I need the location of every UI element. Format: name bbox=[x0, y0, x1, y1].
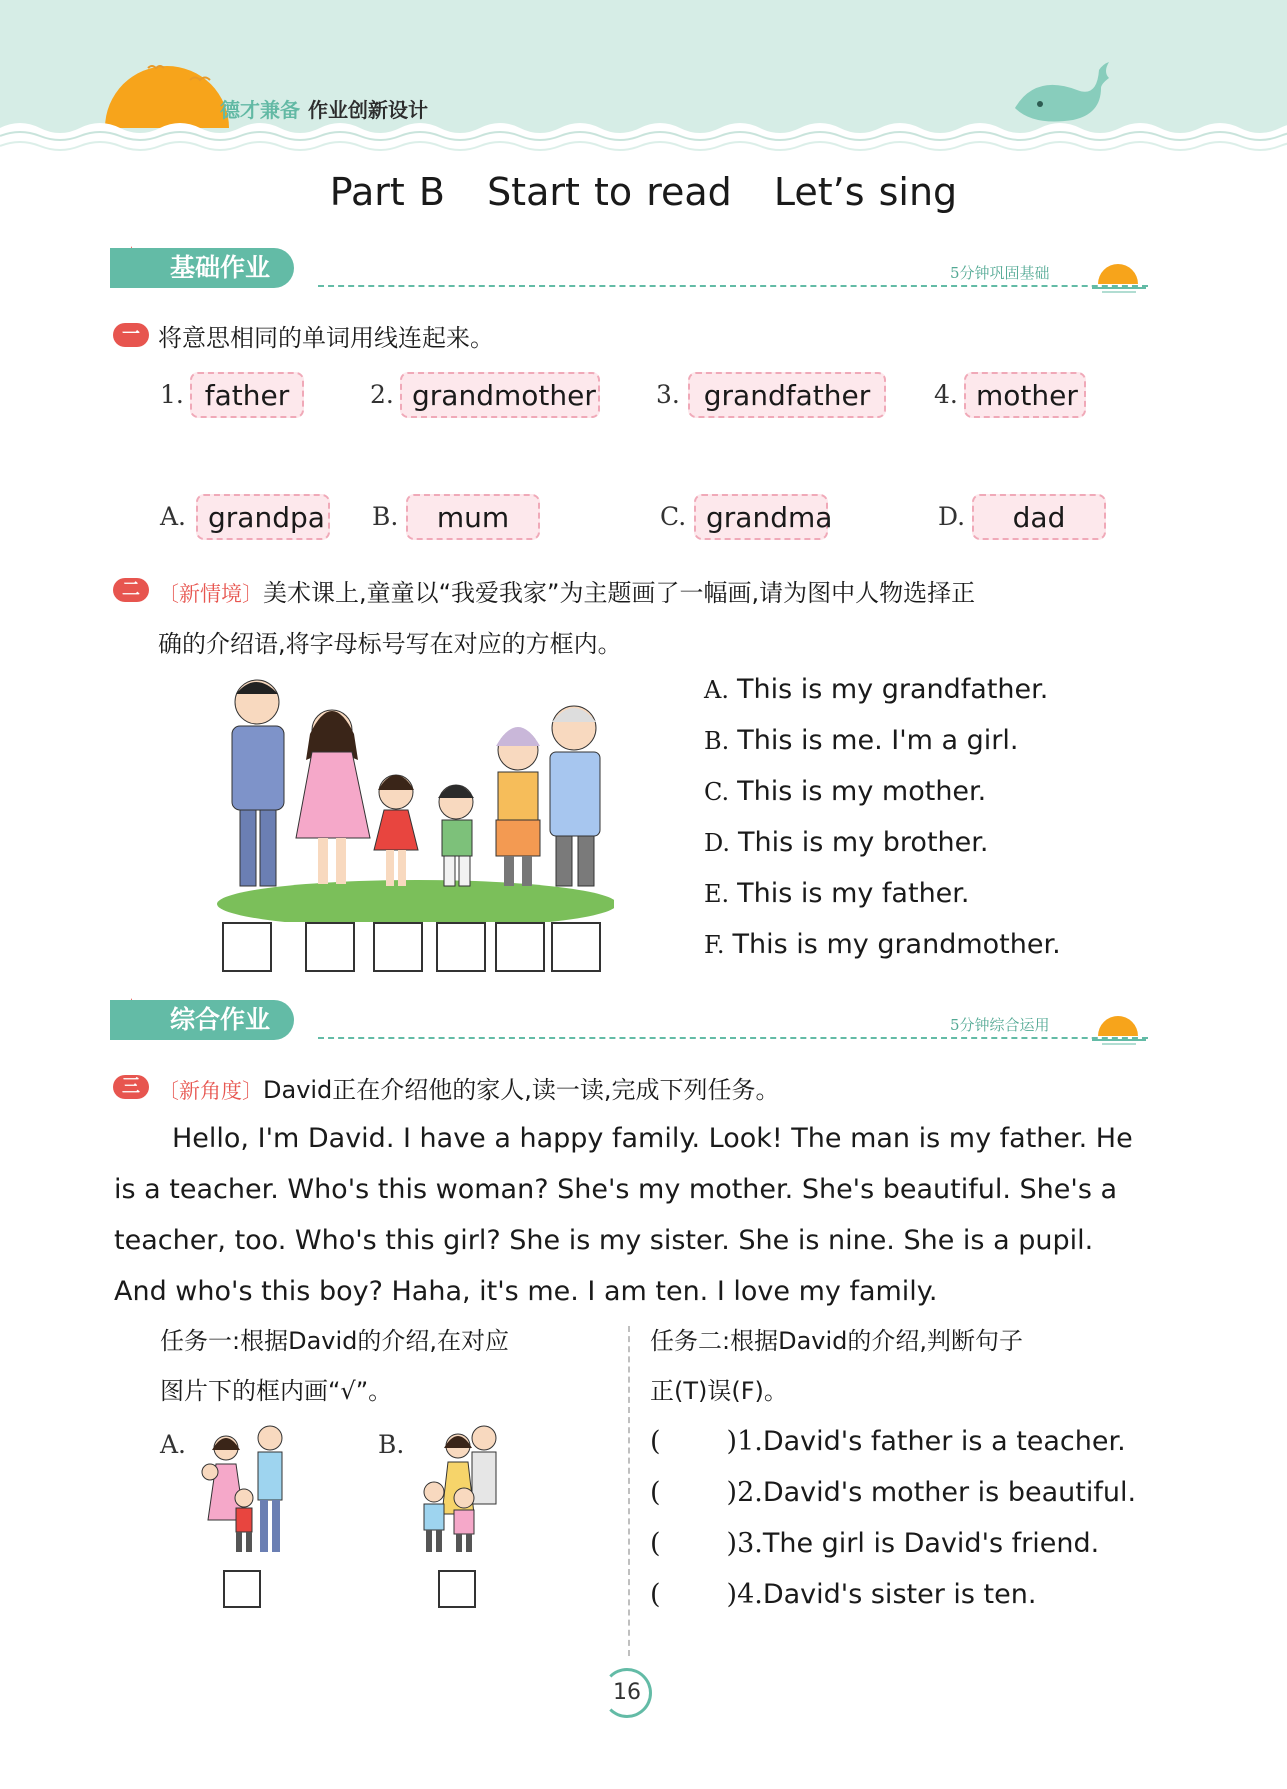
q1-top-3-num: 3. bbox=[656, 380, 680, 409]
q2-instruction-line1: 〔新情境〕美术课上,童童以“我爱我家”为主题画了一幅画,请为图中人物选择正 bbox=[158, 579, 976, 607]
judge-text: David's father is a teacher. bbox=[762, 1426, 1126, 1457]
passage-line-4: And who's this boy? Haha, it's me. I am ten. I love my family. bbox=[114, 1276, 938, 1307]
title-read: Start to read bbox=[487, 170, 732, 214]
judge-open-paren: ( bbox=[650, 1477, 661, 1508]
judge-open-paren: ( bbox=[650, 1528, 661, 1559]
task1-label-a: A. bbox=[160, 1430, 187, 1459]
judge-number: )4. bbox=[726, 1579, 763, 1610]
q1-number: 一 bbox=[113, 323, 149, 347]
task1-line2: 图片下的框内画“√”。 bbox=[160, 1377, 393, 1405]
sun-small-icon bbox=[1092, 1006, 1148, 1048]
judge-item-1 bbox=[650, 1426, 1126, 1457]
q1-bottom-c-word: grandma bbox=[694, 494, 828, 540]
q1-instruction: 将意思相同的单词用线连起来。 bbox=[158, 324, 494, 352]
q1-top-3-word: grandfather bbox=[688, 372, 886, 418]
task-divider bbox=[628, 1326, 630, 1656]
judge-text: David's mother is beautiful. bbox=[762, 1477, 1137, 1508]
passage-line-3: teacher, too. Who's this girl? She is my sister. She is nine. She is a pupil. bbox=[114, 1225, 1094, 1256]
task1-box-b[interactable] bbox=[438, 1570, 476, 1608]
section-basic-tag: 基础作业 bbox=[110, 248, 294, 288]
q1-top-2-num: 2. bbox=[370, 380, 394, 409]
q2-answer-box-2[interactable] bbox=[305, 922, 355, 972]
section-comprehensive-tag: 综合作业 bbox=[110, 1000, 294, 1040]
q1-bottom-a-word: grandpa bbox=[196, 494, 330, 540]
q2-option-d: D. This is my brother. bbox=[704, 827, 989, 858]
q1-top-1-num: 1. bbox=[160, 380, 184, 409]
q2-answer-box-5[interactable] bbox=[495, 922, 545, 972]
task1-picture-b bbox=[414, 1424, 506, 1558]
q1-bottom-a-num: A. bbox=[160, 502, 187, 531]
judge-open-paren: ( bbox=[650, 1426, 661, 1457]
q1-bottom-d-num: D. bbox=[938, 502, 966, 531]
judge-item-4 bbox=[650, 1579, 1036, 1610]
task2-line1: 任务二:根据David的介绍,判断句子 bbox=[650, 1327, 1024, 1355]
task1-line1: 任务一:根据David的介绍,在对应 bbox=[160, 1327, 510, 1355]
brand-green: 德才兼备 bbox=[220, 98, 300, 122]
q2-option-a: A. This is my grandfather. bbox=[704, 674, 1049, 705]
section-comprehensive-line bbox=[318, 1037, 1148, 1039]
q2-option-e: E. This is my father. bbox=[704, 878, 970, 909]
q2-tag: 〔新情境〕 bbox=[158, 582, 263, 606]
section-comprehensive-note: 5分钟综合运用 bbox=[950, 1016, 1050, 1034]
section-basic-line bbox=[318, 285, 1148, 287]
q1-top-4-num: 4. bbox=[934, 380, 958, 409]
brand-dark: 作业创新设计 bbox=[308, 98, 428, 122]
q1-bottom-b-word: mum bbox=[406, 494, 540, 540]
judge-item-3 bbox=[650, 1528, 1099, 1559]
page-number: 16 bbox=[602, 1668, 652, 1718]
q2-number: 二 bbox=[113, 578, 149, 602]
task2-line2: 正(T)误(F)。 bbox=[650, 1377, 788, 1405]
q1-bottom-c-num: C. bbox=[660, 502, 687, 531]
q1-bottom-d-word: dad bbox=[972, 494, 1106, 540]
whale-icon bbox=[1015, 62, 1109, 122]
judge-text: David's sister is ten. bbox=[762, 1579, 1037, 1610]
title-sing: Let’s sing bbox=[773, 170, 958, 214]
judge-number: )3. bbox=[726, 1528, 763, 1559]
q1-bottom-b-num: B. bbox=[372, 502, 399, 531]
brand bbox=[220, 94, 428, 123]
judge-open-paren: ( bbox=[650, 1579, 661, 1610]
judge-number: )1. bbox=[726, 1426, 763, 1457]
q2-answer-box-6[interactable] bbox=[551, 922, 601, 972]
q3-instruction: 〔新角度〕David正在介绍他的家人,读一读,完成下列任务。 bbox=[158, 1076, 780, 1104]
family-illustration bbox=[212, 672, 614, 922]
q3-passage bbox=[114, 1113, 1146, 1317]
q2-option-f: F. This is my grandmother. bbox=[704, 929, 1061, 960]
q2-instruction-line2: 确的介绍语,将字母标号写在对应的方框内。 bbox=[158, 630, 622, 658]
judge-item-2 bbox=[650, 1477, 1136, 1508]
q1-top-4-word: mother bbox=[964, 372, 1086, 418]
judge-text: The girl is David's friend. bbox=[762, 1528, 1100, 1559]
q2-option-c: C. This is my mother. bbox=[704, 776, 987, 807]
q2-answer-box-3[interactable] bbox=[373, 922, 423, 972]
title-part: Part B bbox=[329, 170, 445, 214]
sun-icon bbox=[105, 66, 229, 128]
q1-top-1-word: father bbox=[190, 372, 304, 418]
section-basic-note: 5分钟巩固基础 bbox=[950, 264, 1050, 282]
task1-picture-a bbox=[192, 1424, 296, 1558]
q3-number: 三 bbox=[113, 1075, 149, 1099]
page-title bbox=[0, 170, 1287, 214]
task1-label-b: B. bbox=[378, 1430, 405, 1459]
passage-line-2: is a teacher. Who's this woman? She's my mother. She's beautiful. She's a bbox=[114, 1174, 1118, 1205]
sun-small-icon bbox=[1092, 254, 1148, 296]
header-decoration bbox=[0, 0, 1287, 165]
q2-answer-box-4[interactable] bbox=[436, 922, 486, 972]
q3-tag: 〔新角度〕 bbox=[158, 1079, 263, 1103]
q1-top-2-word: grandmother bbox=[400, 372, 600, 418]
task1-box-a[interactable] bbox=[223, 1570, 261, 1608]
q2-option-b: B. This is me. I'm a girl. bbox=[704, 725, 1019, 756]
judge-number: )2. bbox=[726, 1477, 763, 1508]
q2-answer-box-1[interactable] bbox=[222, 922, 272, 972]
passage-line-1: Hello, I'm David. I have a happy family. Look! The man is my father. He bbox=[172, 1123, 1133, 1154]
